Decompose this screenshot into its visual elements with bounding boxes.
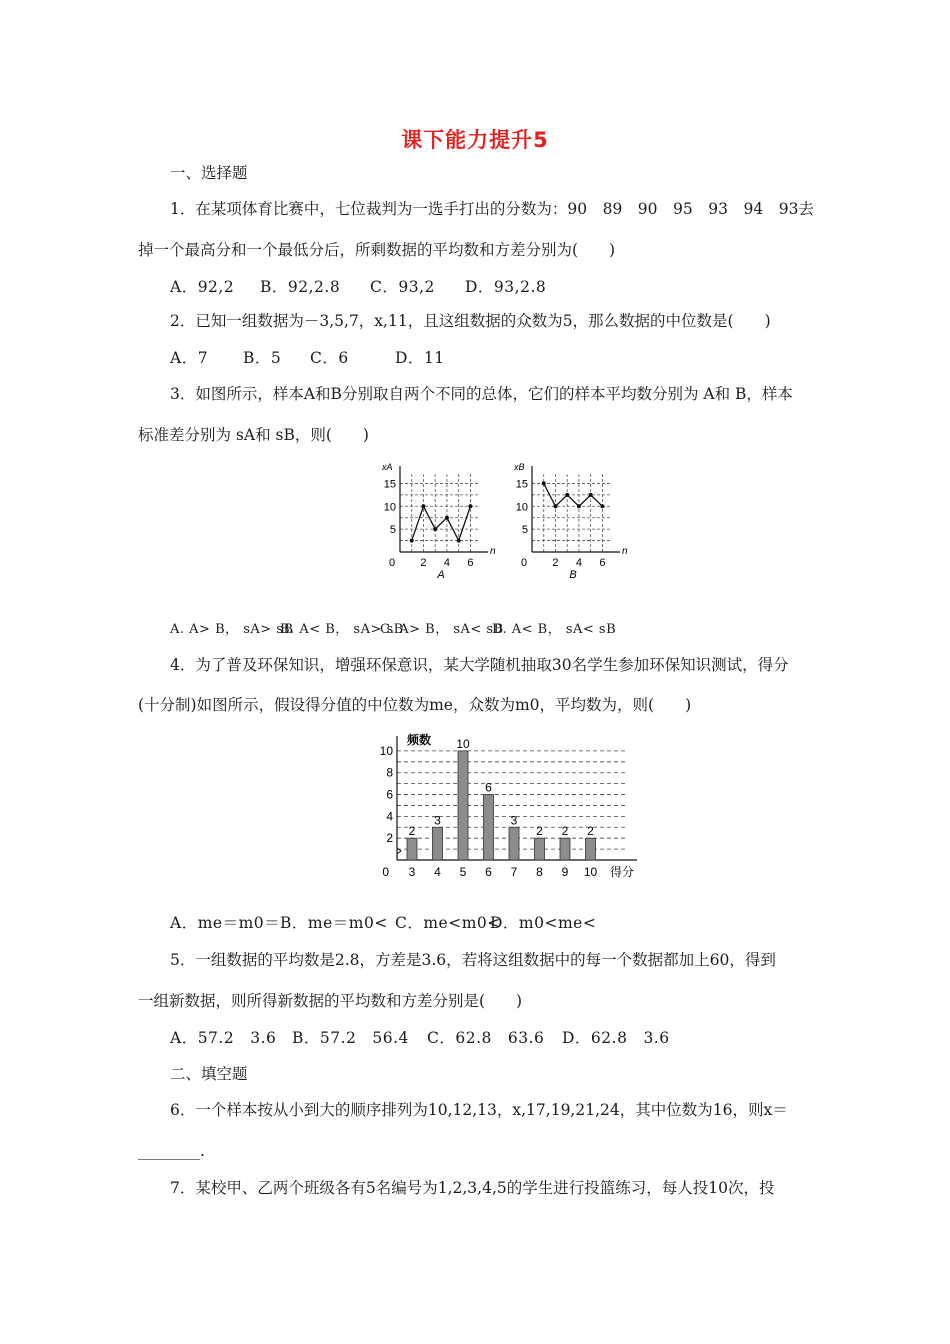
q3-option-c: C. A> B， sA< sB	[380, 622, 504, 637]
q4-options	[170, 913, 882, 933]
q2-option-b: B．5	[243, 349, 282, 367]
bar-value-label: 2	[408, 824, 416, 839]
q2-option-c: C．6	[310, 349, 349, 367]
chart-b-point	[565, 493, 569, 497]
q1-option-c: C．93,2	[370, 278, 435, 296]
chart-b-x-label: n	[622, 546, 628, 557]
chart-a-y-label: xA	[382, 462, 393, 472]
bar-y-tick: 2	[386, 831, 393, 846]
bar-6	[484, 795, 494, 860]
q5-option-c: C．62.8 63.6	[427, 1029, 545, 1047]
chart-a-point	[445, 516, 449, 520]
chart-a-x-tick: 4	[443, 557, 450, 569]
chart-a-x-label: n	[490, 546, 496, 557]
bar-7	[509, 827, 519, 860]
bar-value-label: 6	[485, 780, 492, 795]
chart-a-point	[421, 504, 425, 508]
q1-options	[170, 277, 882, 297]
bar-10	[586, 838, 596, 860]
chart-b-y-label: xB	[514, 462, 525, 472]
bar-x-label: 得分	[610, 865, 635, 879]
chart-a-x-tick: 2	[420, 557, 427, 569]
q1-line2: 掉一个最高分和一个最低分后，所剩数据的平均数和方差分别为( )	[138, 241, 616, 259]
q4-option-d: D．m0<me<	[490, 914, 597, 932]
chart-a-y-tick: 15	[383, 478, 396, 491]
bar-9	[560, 838, 570, 860]
q5-options	[170, 1028, 882, 1048]
bar-x-tick: 3	[408, 865, 416, 879]
bar-x-tick: 4	[434, 865, 441, 879]
bar-x-tick: 6	[485, 865, 492, 879]
bar-x-tick: 9	[561, 865, 569, 879]
q4-option-c: C．me<m0<	[395, 914, 501, 932]
bar-3	[407, 838, 417, 860]
bar-value-label: 2	[587, 824, 594, 839]
q3-options	[170, 620, 882, 640]
chart-b-x-tick: 6	[599, 557, 606, 569]
q3-option-a: A. A> B， sA> sB	[170, 622, 294, 637]
score-bar-chart	[352, 730, 642, 886]
chart-b-point	[600, 504, 604, 508]
chart-a-y-tick: 5	[389, 524, 396, 537]
bar-value-label: 2	[536, 824, 543, 839]
q5-option-a: A．57.2 3.6	[170, 1029, 277, 1047]
page-title: 课下能力提升5	[401, 128, 549, 152]
bar-value-label: 10	[456, 736, 470, 751]
bar-x-tick: 10	[583, 865, 598, 879]
chart-a-series-line	[412, 506, 471, 540]
chart-b-x-tick: 0	[520, 557, 528, 569]
chart-b-point	[577, 504, 581, 508]
chart-b-y-tick: 5	[521, 524, 528, 537]
q2-option-d: D．11	[395, 349, 445, 367]
chart-a-x-tick: 6	[467, 557, 474, 569]
q4-option-b: B．me＝m0<	[280, 914, 388, 932]
chart-a-x-tick: 0	[388, 557, 396, 569]
bar-y-tick: 6	[386, 787, 393, 802]
q5-option-b: B．57.2 56.4	[292, 1029, 409, 1047]
q4-line1: 4．为了普及环保知识，增强环保意识，某大学随机抽取30名学生参加环保知识测试，得分	[170, 656, 789, 674]
bar-y-tick: 8	[386, 765, 393, 780]
bar-x-tick: 8	[536, 865, 543, 879]
bar-x-tick: 7	[510, 865, 518, 879]
q3-line1: 3．如图所示，样本A和B分别取自两个不同的总体，它们的样本平均数分别为 A和 B，样本	[170, 385, 793, 403]
q5-option-d: D．62.8 3.6	[562, 1029, 670, 1047]
chart-a-point	[457, 539, 461, 543]
q1-line1: 1．在某项体育比赛中，七位裁判为一选手打出的分数为：90 89 90 95 93 94 93去	[170, 200, 814, 218]
q7-line1: 7．某校甲、乙两个班级各有5名编号为1,2,3,4,5的学生进行投篮练习，每人投10次，投	[170, 1179, 775, 1197]
q2-option-a: A．7	[170, 349, 209, 367]
bar-x-tick: 5	[459, 865, 467, 879]
section-heading-choice: 一、选择题	[170, 164, 248, 182]
chart-a-title: A	[437, 569, 445, 581]
q3-option-b: B. A< B， sA> sB	[280, 622, 404, 637]
bar-y-tick: 4	[386, 809, 393, 824]
bar-value-label: 3	[434, 813, 441, 828]
bar-y-tick: 10	[379, 743, 393, 758]
q5-line2: 一组新数据，则所得新数据的平均数和方差分别是( )	[138, 992, 523, 1010]
q5-line1: 5．一组数据的平均数是2.8，方差是3.6，若将这组数据中的每一个数据都加上60，得到	[170, 951, 776, 969]
q4-option-a: A．me＝m0＝	[170, 914, 281, 932]
section-heading-fill: 二、填空题	[170, 1065, 248, 1083]
bar-y-label: 频数	[407, 733, 432, 747]
chart-b-y-tick: 15	[515, 478, 528, 491]
chart-a	[370, 460, 500, 584]
chart-a-point	[468, 504, 472, 508]
chart-b-point	[589, 493, 593, 497]
q4-line2: (十分制)如图所示，假设得分值的中位数为me，众数为m0，平均数为，则( )	[138, 696, 692, 714]
q2-line1: 2．已知一组数据为－3,5,7，x,11，且这组数据的众数为5，那么数据的中位数是( )	[170, 312, 771, 330]
q3-option-d: D. A< B， sA< sB	[492, 622, 617, 637]
bar-4	[433, 827, 443, 860]
chart-a-point	[410, 539, 414, 543]
q2-options	[170, 348, 882, 368]
q1-option-b: B．92,2.8	[260, 278, 341, 296]
chart-b-point	[542, 481, 546, 485]
bar-origin-label: 0	[382, 865, 389, 879]
q1-option-d: D．93,2.8	[465, 278, 547, 296]
chart-b-x-tick: 2	[552, 557, 559, 569]
chart-b-title: B	[569, 569, 577, 581]
chart-b	[512, 460, 632, 584]
chart-b-point	[553, 504, 557, 508]
q6-line1: 6．一个样本按从小到大的顺序排列为10,12,13，x,17,19,21,24，其中位数为16，则x＝	[170, 1101, 788, 1119]
bar-value-label: 3	[510, 813, 518, 828]
q6-line2: ________.	[138, 1142, 205, 1160]
bar-8	[535, 838, 545, 860]
chart-b-y-tick: 10	[515, 501, 528, 514]
chart-b-x-tick: 4	[575, 557, 582, 569]
q1-option-a: A．92,2	[170, 278, 235, 296]
bar-5	[458, 751, 468, 860]
bar-value-label: 2	[561, 824, 569, 839]
chart-a-y-tick: 10	[383, 501, 396, 514]
chart-a-point	[433, 527, 437, 531]
q3-line2: 标准差分别为 sA和 sB，则( )	[138, 426, 369, 444]
